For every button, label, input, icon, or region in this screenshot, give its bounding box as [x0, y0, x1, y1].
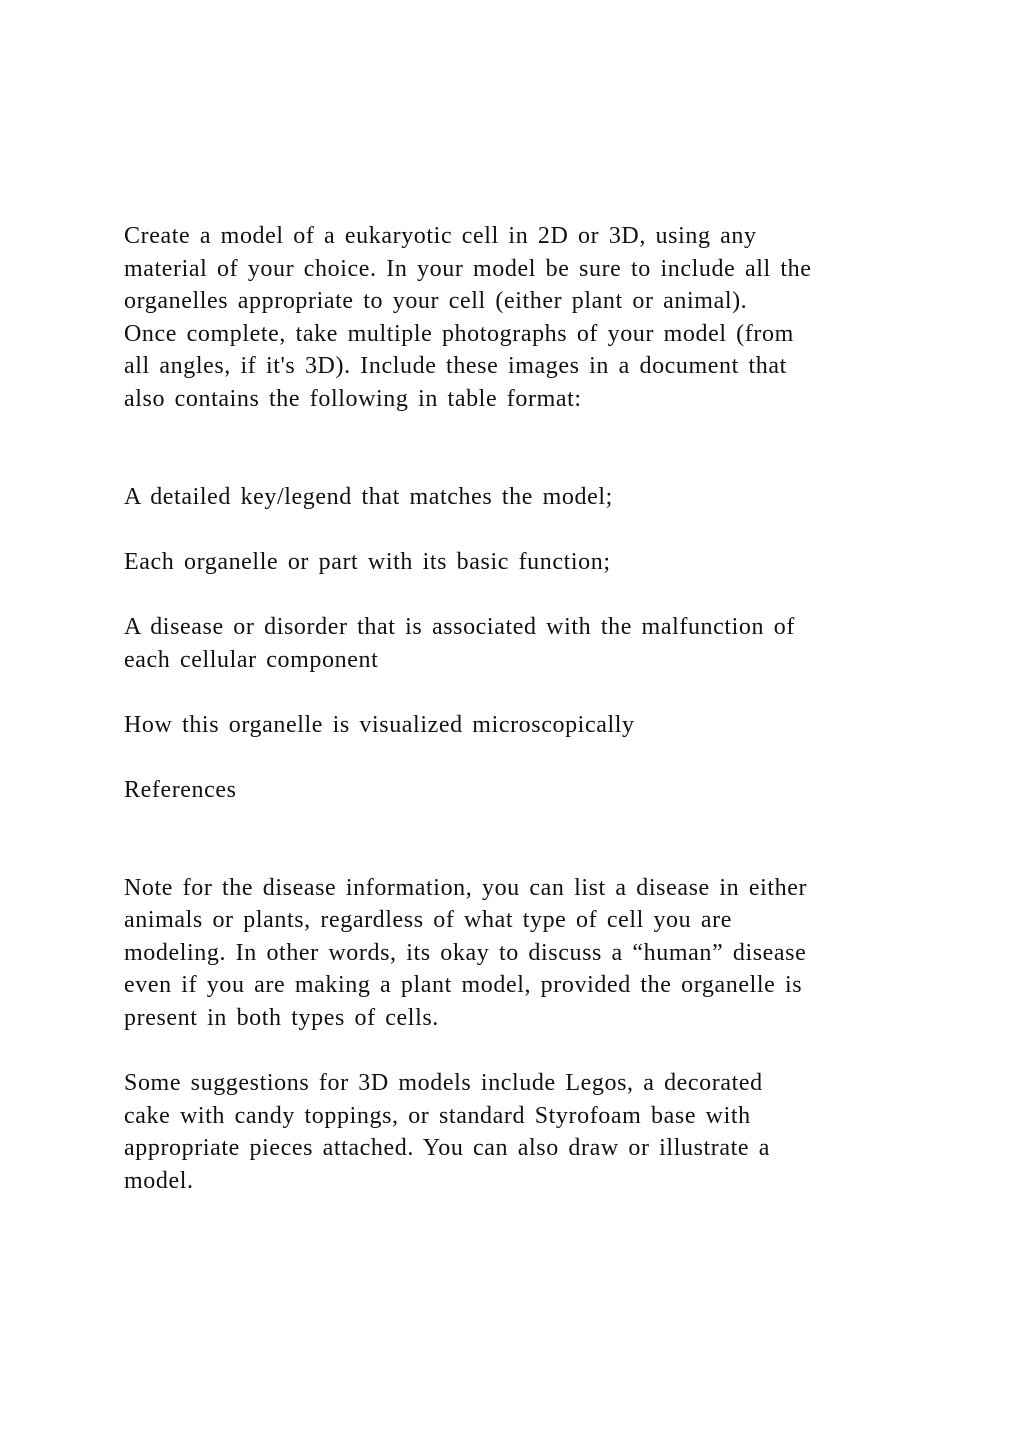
- text-line: Note for the disease information, you can list a disease in either: [124, 874, 808, 901]
- suggestions-paragraph: [124, 1067, 904, 1197]
- text-line: References: [124, 776, 237, 803]
- text-line: even if you are making a plant model, provided the organelle is: [124, 972, 803, 999]
- spacer: [124, 513, 904, 546]
- text-line: all angles, if it's 3D). Include these images in a document that: [124, 353, 787, 380]
- spacer: [124, 807, 904, 872]
- text-line: A disease or disorder that is associated with the malfunction of: [124, 613, 795, 640]
- text-line: Each organelle or part with its basic function;: [124, 548, 611, 575]
- text-line: also contains the following in table format:: [124, 385, 582, 412]
- spacer: [124, 416, 904, 481]
- text-line: appropriate pieces attached. You can also draw or illustrate a: [124, 1135, 770, 1162]
- text-line: organelles appropriate to your cell (either plant or animal).: [124, 288, 748, 315]
- text-line: Create a model of a eukaryotic cell in 2D or 3D, using any: [124, 223, 757, 249]
- spacer: [124, 676, 904, 709]
- list-item-microscopy: [124, 709, 904, 742]
- spacer: [124, 1034, 904, 1067]
- note-paragraph: [124, 872, 904, 1035]
- text-line: model.: [124, 1167, 194, 1194]
- text-line: present in both types of cells.: [124, 1004, 439, 1031]
- text-line: Some suggestions for 3D models include Legos, a decorated: [124, 1070, 763, 1097]
- list-item-references: [124, 774, 904, 807]
- text-line: A detailed key/legend that matches the model;: [124, 483, 613, 510]
- text-line: Once complete, take multiple photographs of your model (from: [124, 320, 794, 347]
- intro-paragraph: [124, 220, 904, 416]
- document-body: [124, 220, 904, 1197]
- spacer: [124, 741, 904, 774]
- list-item-organelle-function: [124, 546, 904, 579]
- text-line: modeling. In other words, its okay to discuss a “human” disease: [124, 939, 807, 966]
- list-item-key-legend: [124, 481, 904, 514]
- text-line: How this organelle is visualized microscopically: [124, 711, 635, 738]
- text-line: cake with candy toppings, or standard Styrofoam base with: [124, 1102, 751, 1129]
- text-line: material of your choice. In your model be sure to include all the: [124, 255, 812, 282]
- list-item-disease: [124, 611, 904, 676]
- spacer: [124, 578, 904, 611]
- text-line: animals or plants, regardless of what type of cell you are: [124, 907, 732, 934]
- text-line: each cellular component: [124, 646, 379, 673]
